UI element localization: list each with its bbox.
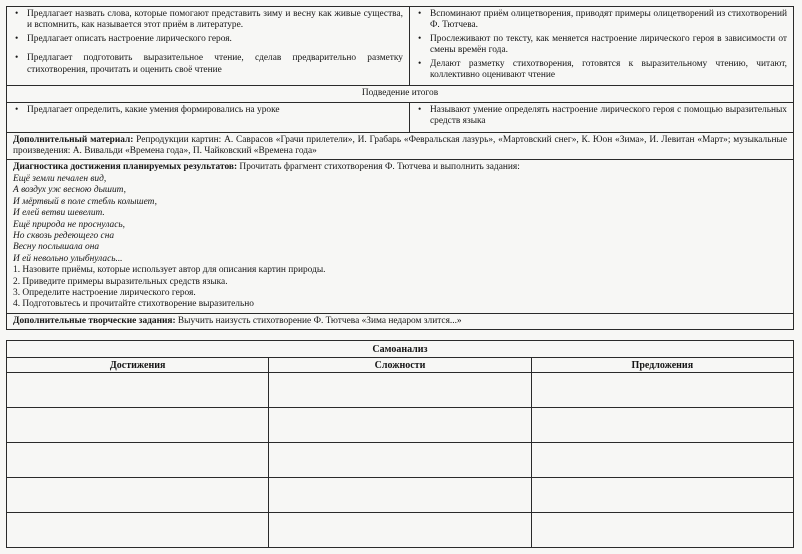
blank-cell <box>531 443 793 478</box>
poem-line: Весну послышала она <box>13 242 100 253</box>
student-item: • Прослеживают по тексту, как меняется настроение лирического героя в зависимости от смены времён года. <box>418 33 787 56</box>
summary-row <box>7 102 794 132</box>
blank-cell <box>7 373 269 408</box>
lesson-table <box>6 6 794 330</box>
poem-line: И ей невольно улыбнулась... <box>13 253 123 264</box>
poem <box>13 174 787 265</box>
diagnostics-label: Диагностика достижения планируемых результатов: <box>13 162 238 173</box>
blank-row <box>7 408 794 443</box>
self-analysis-table <box>6 340 794 548</box>
teacher-activity-cell <box>7 7 410 86</box>
creative-text: Выучить наизусть стихотворение Ф. Тютчева «Зима недаром злится...» <box>175 315 462 326</box>
task-item: 1. Назовите приёмы, которые использует автор для описания картин природы. <box>13 265 326 276</box>
blank-row <box>7 373 794 408</box>
additional-material <box>7 132 794 160</box>
student-item: • Вспоминают приём олицетворения, приводят примеры олицетворений из стихотворений Ф. Тютчева. <box>418 9 787 31</box>
blank-row <box>7 513 794 548</box>
blank-row <box>7 443 794 478</box>
task-list <box>13 265 787 311</box>
student-activity-cell <box>410 7 794 86</box>
blank-row <box>7 478 794 513</box>
poem-line: Ещё земли печален вид, <box>13 173 107 184</box>
blank-cell <box>531 373 793 408</box>
blank-cell <box>531 478 793 513</box>
poem-line: И мёртвый в поле стебль колышет, <box>13 196 157 207</box>
creative-label: Дополнительные творческие задания: <box>13 315 176 326</box>
teacher-item: • Предлагает назвать слова, которые помогают представить зиму и весну как живые существа, и вспомнить, как называется этот приём в литературе. <box>15 9 403 31</box>
blank-cell <box>7 513 269 548</box>
task-item: 4. Подготовьтесь и прочитайте стихотворение выразительно <box>13 299 254 310</box>
column-difficulties: Сложности <box>269 358 531 373</box>
additional-text: Репродукции картин: А. Саврасов «Грачи прилетели», И. Грабарь «Февральская лазурь», «Мартовский снег», К. Юон «Зима», И. Левитан «Март»; музыкальные произведения: А. Вивальди «Времена года», П. Чайковский «Времена года» <box>13 134 787 157</box>
diagnostics-cell <box>7 160 794 313</box>
teacher-item: • Предлагает описать настроение лирического героя. <box>15 33 232 44</box>
poem-line: Но сквозь редеющего сна <box>13 230 115 241</box>
summary-teacher-text: Предлагает определить, какие умения формировались на уроке <box>27 104 280 115</box>
teacher-item: • Предлагает подготовить выразительное чтение, сделав предварительно разметку стихотворения, прочитать и оценить своё чтение <box>15 53 403 75</box>
summary-teacher-cell: • Предлагает определить, какие умения формировались на уроке <box>7 102 410 132</box>
summary-student-cell: • Называют умение определять настроение лирического героя с помощью выразительных средств языка <box>410 102 794 132</box>
self-analysis-title: Самоанализ <box>7 341 794 358</box>
additional-label: Дополнительный материал: <box>13 134 134 145</box>
blank-cell <box>7 443 269 478</box>
summary-student-text: Называют умение определять настроение лирического героя с помощью выразительных средств языка <box>430 104 787 127</box>
blank-cell <box>269 443 531 478</box>
activity-row <box>7 7 794 86</box>
task-item: 3. Определите настроение лирического героя. <box>13 287 196 298</box>
blank-cell <box>7 408 269 443</box>
diagnostics-text: Прочитать фрагмент стихотворения Ф. Тютчева и выполнить задания: <box>237 162 520 173</box>
poem-line: И елей ветви шевелит. <box>13 208 105 219</box>
poem-line: Ещё природа не проснулась, <box>13 219 125 230</box>
blank-cell <box>269 513 531 548</box>
column-achievements: Достижения <box>7 358 269 373</box>
blank-cell <box>531 408 793 443</box>
blank-cell <box>269 478 531 513</box>
blank-cell <box>269 408 531 443</box>
poem-line: А воздух уж весною дышит, <box>13 185 127 196</box>
task-item: 2. Приведите примеры выразительных средств языка. <box>13 276 228 287</box>
student-item: • Делают разметку стихотворения, готовятся к выразительному чтению, читают, коллективно оценивают чтение <box>418 58 787 81</box>
blank-cell <box>7 478 269 513</box>
blank-cell <box>531 513 793 548</box>
creative-tasks <box>7 313 794 329</box>
column-proposals: Предложения <box>531 358 793 373</box>
blank-cell <box>269 373 531 408</box>
summary-title: Подведение итогов <box>7 86 794 102</box>
